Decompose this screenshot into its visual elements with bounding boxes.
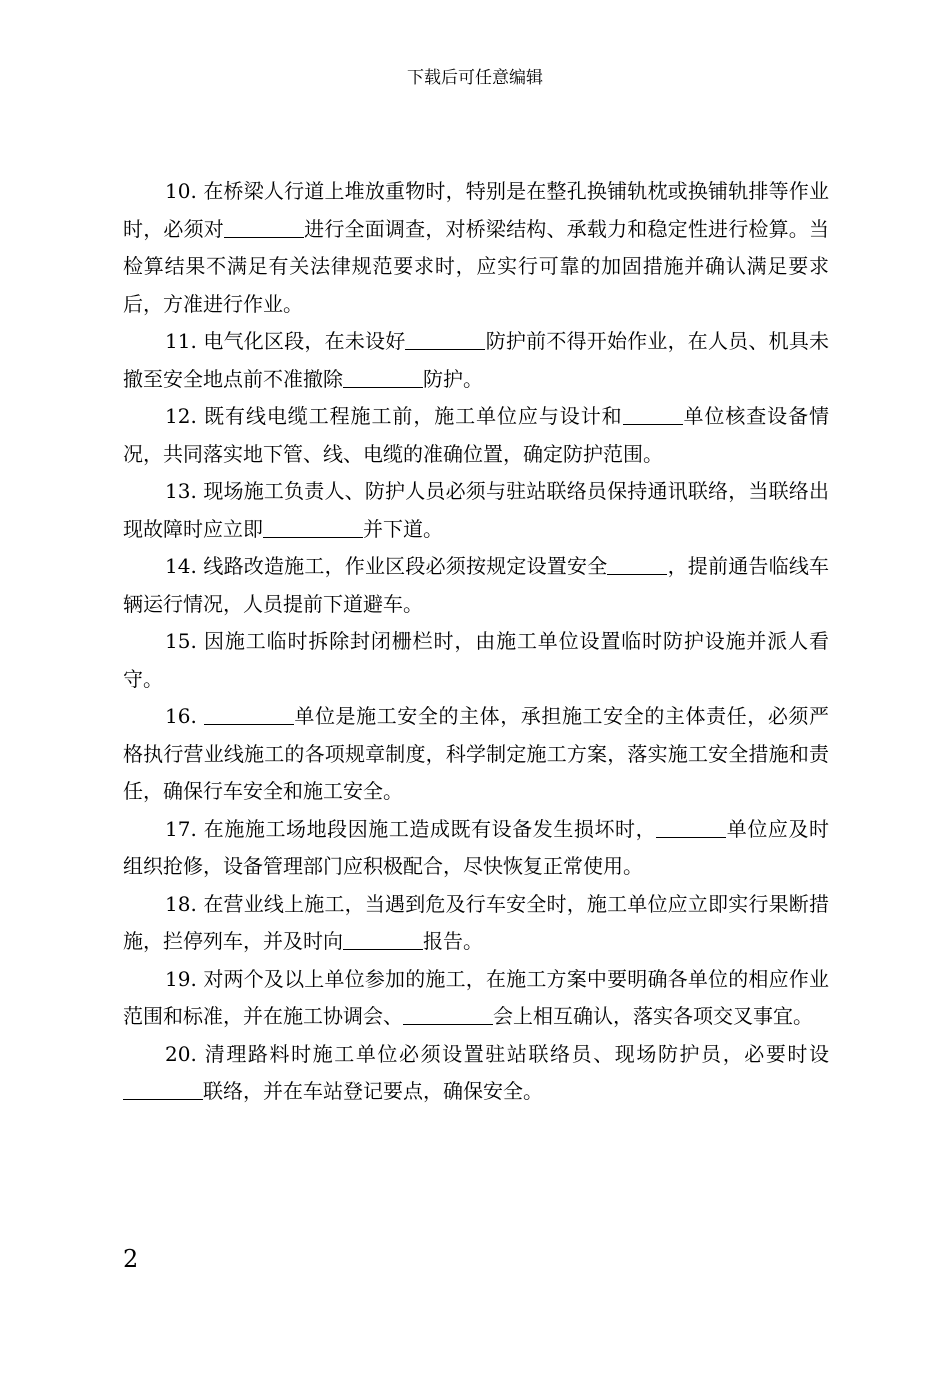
question-text: 在施施工场地段因施工造成既有设备发生损坏时， [203, 816, 657, 841]
question-text: 现场施工负责人、防护人员必须与驻站联络员保持通讯联络，当联络出现故障时应立即 [123, 479, 829, 541]
answer-blank [224, 213, 304, 238]
answer-blank [403, 1000, 493, 1025]
question-text: 单位是施工安全的主体，承担施工安全的主体责任，必须严格执行营业线施工的各项规章制度，科学制定施工方案，落实施工安全措施和责任，确保行车安全和施工安全。 [123, 704, 830, 803]
question-item [123, 323, 829, 398]
question-number: 11. [165, 329, 197, 353]
page-header: 下载后可任意编辑 [407, 68, 543, 88]
answer-blank [656, 813, 726, 838]
answer-blank [204, 700, 294, 725]
question-number: 17. [165, 816, 197, 841]
question-item [123, 698, 829, 811]
question-item [123, 961, 829, 1036]
question-number: 15. [165, 629, 197, 653]
question-item [123, 886, 829, 961]
question-text: 电气化区段，在未设好 [203, 329, 406, 353]
question-text: 并下道。 [363, 516, 443, 541]
question-text: 防护。 [423, 366, 483, 391]
question-number: 16. [165, 704, 197, 728]
question-item [123, 173, 829, 323]
question-text: 对两个及以上单位参加的施工，在施工方案中要明确各单位的相应作业范围和标准，并在施工协调会、 [123, 966, 829, 1028]
question-number: 13. [165, 479, 197, 503]
question-text: ，提前通告临线车辆运行情况，人员提前下道避车。 [123, 554, 830, 616]
answer-blank [343, 925, 423, 950]
question-text: 进行全面调查，对桥梁结构、承载力和稳定性进行检算。当检算结果不满足有关法律规范要求时，应实行可靠的加固措施并确认满足要求后，方准进行作业。 [123, 216, 830, 316]
question-item [123, 1036, 829, 1111]
question-text: 单位核查设备情况，共同落实地下管、线、电缆的准确位置，确定防护范围。 [123, 404, 830, 466]
question-number: 10. [165, 179, 197, 203]
question-text: 因施工临时拆除封闭栅栏时，由施工单位设置临时防护设施并派人看守。 [123, 629, 829, 691]
question-number: 20. [165, 1041, 197, 1066]
page-number: 2 [123, 1245, 139, 1273]
question-item [123, 398, 829, 473]
question-text: 既有线电缆工程施工前，施工单位应与设计和 [204, 404, 623, 428]
answer-blank [607, 550, 667, 575]
question-text: 会上相互确认，落实各项交叉事宜。 [493, 1004, 813, 1028]
question-item [123, 811, 829, 886]
question-item [123, 548, 829, 623]
question-text: 报告。 [423, 929, 483, 953]
question-number: 18. [165, 891, 197, 916]
question-text: 清理路料时施工单位必须设置驻站联络员、现场防护员，必要时设 [204, 1041, 830, 1066]
answer-blank [405, 325, 485, 350]
question-number: 14. [165, 554, 197, 578]
question-text: 在桥梁人行道上堆放重物时，特别是在整孔换铺轨枕或换铺轨排等作业时，必须对 [123, 179, 829, 241]
question-text: 防护前不得开始作业，在人员、机具未撤至安全地点前不准撤除 [123, 329, 830, 391]
question-text: 线路改造施工，作业区段必须按规定设置安全 [203, 554, 608, 578]
question-number: 19. [165, 966, 197, 991]
question-text: 单位应及时组织抢修，设备管理部门应积极配合，尽快恢复正常使用。 [123, 816, 830, 878]
answer-blank [123, 1075, 203, 1100]
question-list [123, 173, 829, 1111]
answer-blank [263, 513, 363, 538]
question-item [123, 623, 829, 698]
answer-blank [343, 363, 423, 388]
answer-blank [623, 400, 683, 425]
question-text: 在营业线上施工，当遇到危及行车安全时，施工单位应立即实行果断措施，拦停列车，并及时向 [123, 891, 829, 953]
question-text: 联络，并在车站登记要点，确保安全。 [203, 1079, 543, 1103]
question-item [123, 473, 829, 548]
question-number: 12. [165, 404, 197, 428]
